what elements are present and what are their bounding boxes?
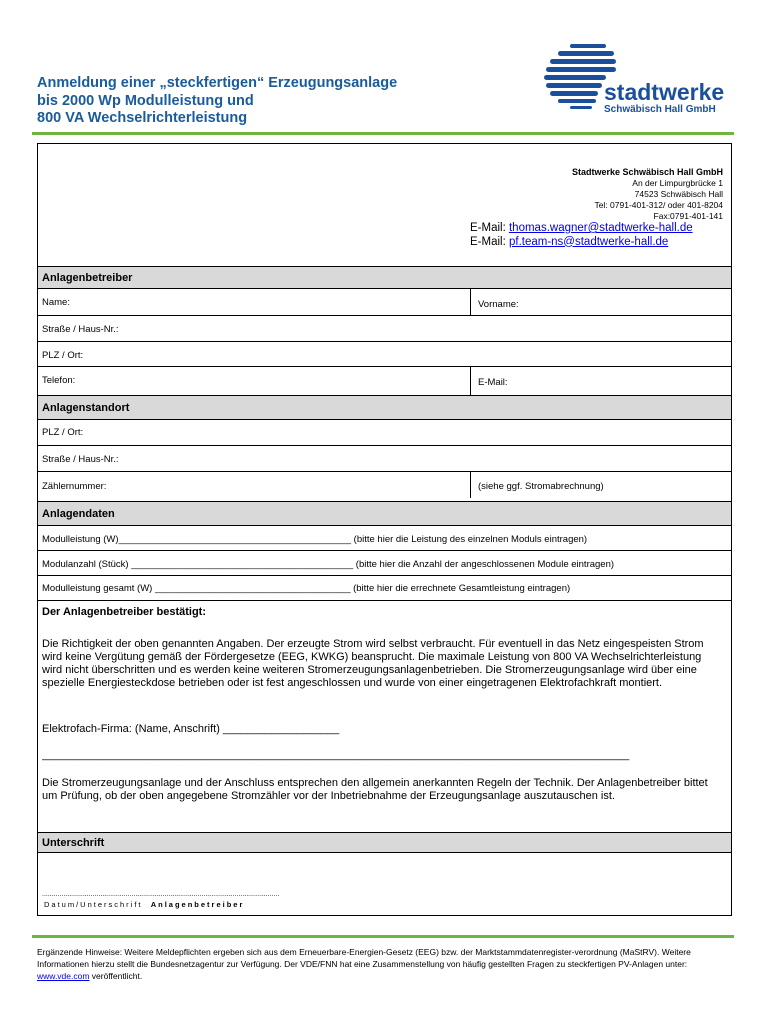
- date-signature-label: Datum/Unterschrift: [44, 900, 143, 909]
- address-city: 74523 Schwäbisch Hall: [634, 189, 723, 199]
- title-line: 800 VA Wechselrichterleistung: [37, 110, 248, 126]
- form-row-phone: [38, 367, 731, 395]
- email-label: E-Mail:: [470, 222, 509, 234]
- operator-label: Anlagenbetreiber: [150, 900, 245, 909]
- rules-paragraph: [42, 777, 722, 803]
- form-row-module-count: [38, 551, 731, 576]
- email-link[interactable]: thomas.wagner@stadtwerke-hall.de: [508, 222, 693, 234]
- module-count-field[interactable]: Modulanzahl (Stück) __________________________________________ (bitte hier die Anzahl der angeschlossenen Module eintragen): [42, 559, 615, 570]
- section-signature-header: Unterschrift: [38, 832, 731, 853]
- confirm-text: Die Richtigkeit der oben genannten Angaben. Der erzeugte Strom wird selbst verbraucht. Für eventuell in das Netz eingespeisten Strom wird keine Vergütung gemäß der Fördergesetze (EEG, KWKG) beansprucht. Die maximale Leistung von 800 VA Wechselrichterleistung wird nicht überschritten und es werden keine weiteren Stromerzeugungsanlagenbetrieben. Die Stromerzeugungsanlage wird über eine spezielle Energiesteckdose betrieben oder ist fest angeschlossen und wurde von einer eingetragenen Elektrofachkraft montiert.: [42, 638, 704, 689]
- signature-dotted-line[interactable]: ..........................................................................................................................: [42, 891, 280, 898]
- email-field[interactable]: E-Mail:: [478, 377, 508, 388]
- vorname-field[interactable]: Vorname:: [478, 299, 519, 310]
- column-divider: [470, 472, 471, 498]
- address-tel: Tel: 0791-401-312/ oder 401-8204: [594, 200, 723, 210]
- title-line: bis 2000 Wp Modulleistung und: [37, 92, 254, 109]
- form-row-meter: [38, 472, 731, 498]
- form-row-module-power: [38, 526, 731, 551]
- header-rule: [32, 132, 734, 135]
- form-row-location-street: [38, 446, 731, 472]
- confirm-heading: Der Anlagenbetreiber bestätigt:: [42, 606, 207, 618]
- rules-text: Die Stromerzeugungsanlage und der Anschluss entsprechen den allgemein anerkannten Regeln der Technik. Der Anlagenbetreiber bittet um Prüfung, ob der oben angegebene Stromzähler vor der Inbetriebnahme der Erzeugungsanlage auszutauschen ist.: [42, 777, 708, 802]
- plz-field[interactable]: PLZ / Ort:: [42, 350, 84, 361]
- logo-wordmark: [604, 80, 724, 104]
- address-fax: Fax:0791-401-141: [653, 211, 723, 221]
- section-location-header: Anlagenstandort: [38, 395, 731, 420]
- column-divider: [470, 367, 471, 395]
- email-label: E-Mail:: [470, 235, 509, 248]
- section-data-header: Anlagendaten: [38, 501, 731, 526]
- confirm-paragraph: [42, 638, 722, 690]
- name-field[interactable]: Name:: [42, 297, 70, 308]
- meter-field[interactable]: Zählernummer:: [42, 481, 107, 492]
- street-field[interactable]: Straße / Haus-Nr.:: [42, 324, 119, 335]
- title-line: Anmeldung einer „steckfertigen“ Erzeugungsanlage: [37, 75, 398, 91]
- meter-hint: (siehe ggf. Stromabrechnung): [478, 481, 604, 492]
- footer-text: Ergänzende Hinweise: Weitere Meldepflichten ergeben sich aus dem Erneuerbare-Energien-Gesetz (EEG) bzw. der Marktstammdatenregister-verordnung (MaStRV). Weitere Informationen hierzu stellt die Bundesnetzagentur zur Verfügung. Der VDE/FNN hat eine Zusammenstellung von häufig gestellten Fragen zu steckfertigen PV-Anlagen unter:: [37, 947, 691, 969]
- footer-notes: [37, 946, 737, 982]
- footer-rule: [32, 935, 734, 938]
- email-line: [470, 222, 693, 236]
- section-operator-header: Anlagenbetreiber: [38, 266, 731, 289]
- email-link[interactable]: pf.team-ns@stadtwerke-hall.de: [508, 235, 669, 248]
- form-row-location-plz: [38, 420, 731, 446]
- contact-emails: [470, 222, 693, 249]
- company-name: Stadtwerke Schwäbisch Hall GmbH: [571, 167, 723, 177]
- phone-field[interactable]: Telefon:: [42, 375, 76, 386]
- company-address: [572, 167, 723, 222]
- column-divider: [470, 289, 471, 315]
- logo-subtitle: Schwäbisch Hall GmbH: [604, 104, 716, 115]
- electrician-firm-line[interactable]: ________________________________________________________________________________________________: [42, 749, 630, 761]
- logo-suffix: werke: [658, 79, 725, 105]
- logo-prefix: stadt: [604, 79, 659, 105]
- address-street: An der Limpurgbrücke 1: [632, 178, 723, 188]
- registration-form: [37, 143, 732, 916]
- electrician-firm-field[interactable]: Elektrofach-Firma: (Name, Anschrift) ___________________: [42, 723, 340, 735]
- document-title: [37, 75, 497, 128]
- footer-text-end: veröffentlicht.: [89, 971, 143, 981]
- module-power-field[interactable]: Modulleistung (W)____________________________________________ (bitte hier die Leistung des einzelnen Moduls eintragen): [42, 534, 588, 545]
- total-power-field[interactable]: Modulleistung gesamt (W) _____________________________________ (bitte hier die errechnete Gesamtleistung eintragen): [42, 583, 571, 594]
- location-plz-field[interactable]: PLZ / Ort:: [42, 427, 84, 438]
- signature-caption: [44, 900, 244, 909]
- location-street-field[interactable]: Straße / Haus-Nr.:: [42, 454, 119, 465]
- email-line: [470, 236, 693, 250]
- form-row-plz: [38, 342, 731, 367]
- form-row-total-power: [38, 576, 731, 601]
- form-row-name: [38, 289, 731, 316]
- vde-link[interactable]: www.vde.com: [37, 971, 90, 981]
- form-row-street: [38, 316, 731, 342]
